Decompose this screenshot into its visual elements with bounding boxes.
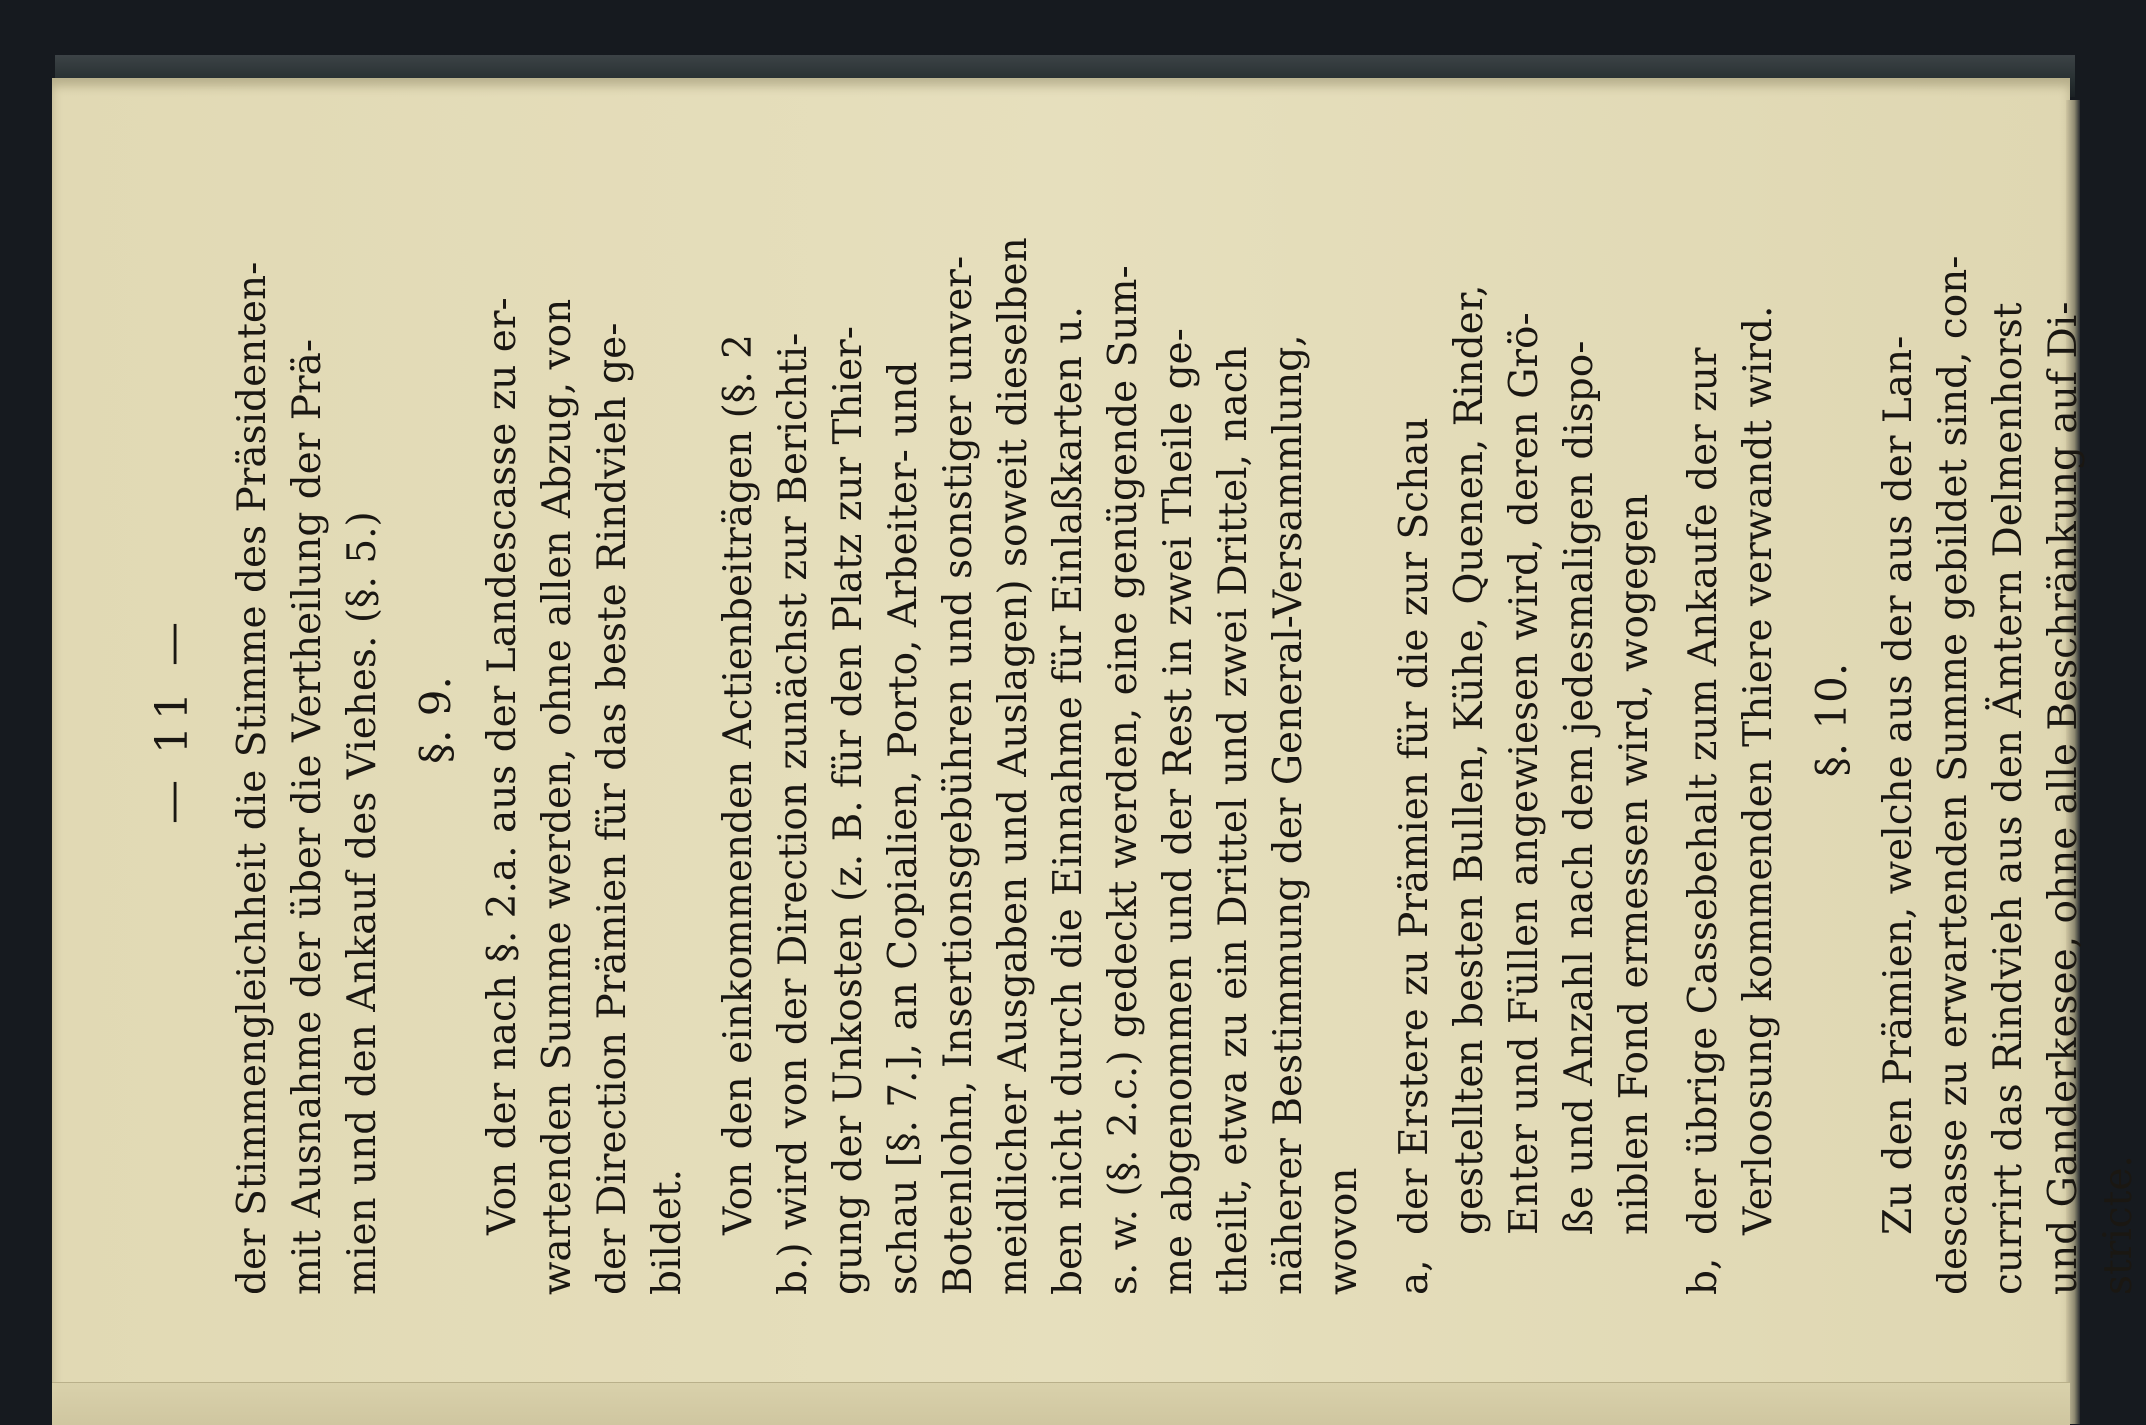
text-line: schau [§. 7.], an Copialien, Porto, Arbeiter- und <box>881 361 926 1295</box>
list-item-text <box>1676 145 1786 1235</box>
list-item-b <box>1676 145 1786 1295</box>
text-line: wovon <box>1321 1167 1366 1295</box>
paragraph-9b <box>711 145 1371 1295</box>
text-line: meidlicher Ausgaben und Auslagen) soweit dieselben <box>991 237 1036 1295</box>
list-item-text <box>1387 145 1662 1235</box>
paragraph-9a <box>475 145 695 1295</box>
text-line: der Direction Prämien für das beste Rindvieh ge- <box>590 322 635 1295</box>
text-line: ben nicht durch die Einnahme für Einlaßkarten u. <box>1046 306 1091 1295</box>
text-line: theilt, etwa zu ein Drittel und zwei Drittel, nach <box>1211 346 1256 1295</box>
text-line: und Ganderkesee, ohne alle Beschränkung auf Di- <box>2041 301 2086 1295</box>
text-line: Von den einkommenden Actienbeiträgen (§. 2 <box>716 334 761 1235</box>
text-line: der Erstere zu Prämien für die zur Schau <box>1392 417 1437 1235</box>
text-line: Verloosung kommenden Thiere verwandt wird. <box>1736 305 1781 1235</box>
text-line: Enter und Füllen angewiesen wird, deren Grö- <box>1502 312 1547 1235</box>
text-line: descasse zu erwartenden Summe gebildet sind, con- <box>1931 255 1976 1295</box>
text-line: me abgenommen und der Rest in zwei Theile ge- <box>1156 328 1201 1295</box>
list-item-a <box>1387 145 1662 1295</box>
text-line: näherer Bestimmung der General-Versammlung, <box>1266 334 1311 1295</box>
text-line: gung der Unkosten (z. B. für den Platz zur Thier- <box>826 326 871 1295</box>
text-line: wartenden Summe werden, ohne allen Abzug, von <box>535 298 580 1295</box>
section-heading-9: §. 9. <box>411 676 460 764</box>
text-line: ße und Anzahl nach dem jedesmaligen dispo- <box>1557 340 1602 1235</box>
text-line: b.) wird von der Direction zunächst zur Berichti- <box>771 332 816 1295</box>
text-line: Botenlohn, Insertionsgebühren und sonstiger unver- <box>936 255 981 1295</box>
text-line: der Stimmengleichheit die Stimme des Präsidenten- <box>230 261 275 1295</box>
text-line: der übrige Cassebehalt zum Ankaufe der zur <box>1681 347 1726 1235</box>
text-line: mit Ausnahme der über die Vertheilung der Prä- <box>285 338 330 1295</box>
text-line: bildet. <box>645 1168 690 1295</box>
paragraph-10 <box>1871 145 2146 1295</box>
text-line: currirt das Rindvieh aus den Ämtern Delmenhorst <box>1986 302 2031 1295</box>
page-lower-margin <box>52 1382 2070 1425</box>
rotated-text-block <box>145 145 2141 1295</box>
paragraph-continuation <box>225 145 390 1295</box>
text-line: s. w. (§. 2.c.) gedeckt werden, eine genügende Sum- <box>1101 265 1146 1295</box>
text-line: niblen Fond ermessen wird, wogegen <box>1612 493 1657 1235</box>
list-label: a, <box>1392 1259 1437 1295</box>
list-label: b, <box>1681 1257 1726 1295</box>
section-heading-10: §. 10. <box>1807 662 1856 778</box>
text-line: mien und den Ankauf des Viehes. (§. 5.) <box>340 511 385 1295</box>
page-number-header: — 11 — <box>147 616 198 824</box>
text-line: gestellten besten Bullen, Kühe, Quenen, Rinder, <box>1447 284 1492 1235</box>
text-line: stricte. <box>2096 1155 2141 1295</box>
text-line: Zu den Prämien, welche aus der aus der Lan- <box>1876 335 1921 1235</box>
text-line: Von der nach §. 2.a. aus der Landescasse zu er- <box>480 297 525 1235</box>
